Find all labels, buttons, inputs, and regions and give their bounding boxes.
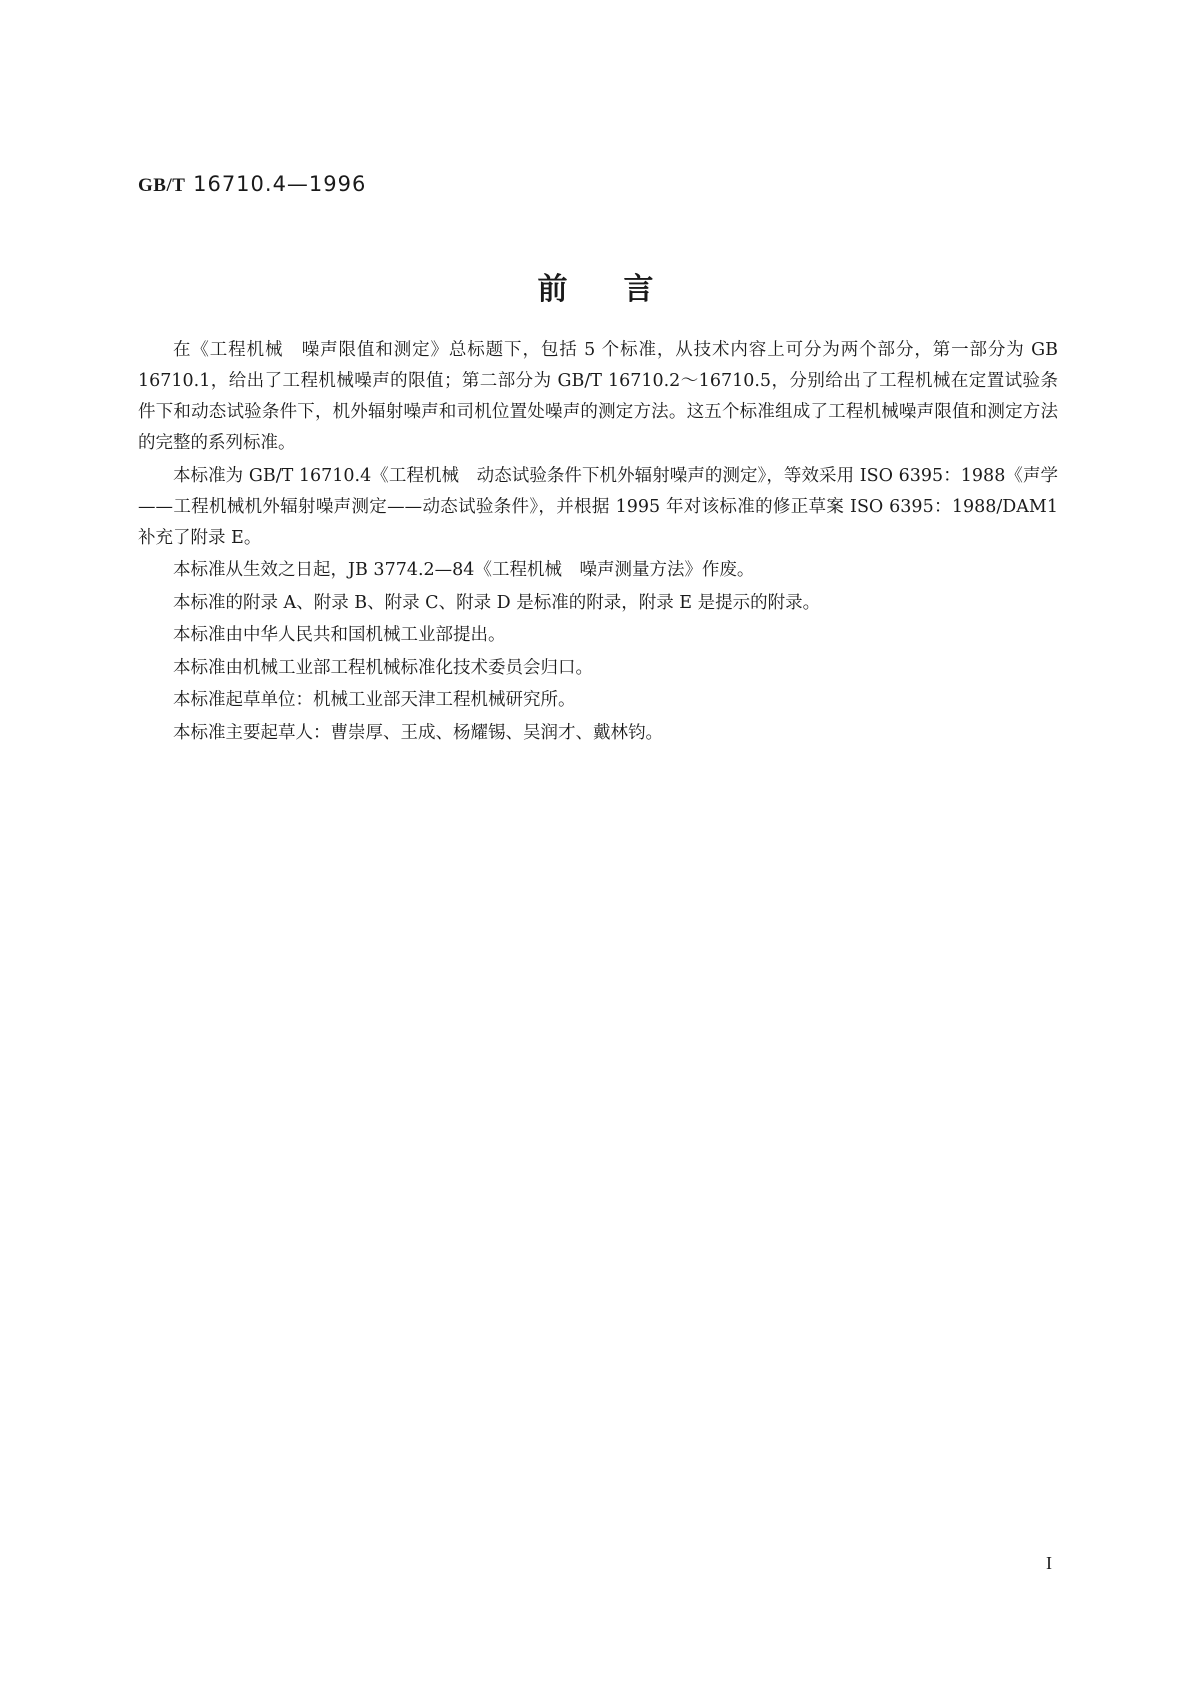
page-title: 前言: [537, 272, 710, 307]
standard-code: [138, 172, 366, 197]
standard-number: 16710.4—1996: [193, 172, 367, 196]
paragraph: 本标准的附录 A、附录 B、附录 C、附录 D 是标准的附录，附录 E 是提示的附录。: [173, 592, 821, 613]
standard-prefix: GB/T: [138, 175, 186, 196]
paragraph: 在《工程机械 噪声限值和测定》总标题下，包括 5 个标准，从技术内容上可分为两个部分，第一部分为 GB 16710.1，给出了工程机械噪声的限值；第二部分为 GB/T 16710.2～16710.5，分别给出了工程机械在定置试验条件下和动态试验条件下，机外辐射噪声和司机位置处噪声的测定方法。这五个标准组成了工程机械噪声限值和测定方法的完整的系列标准。: [138, 340, 1058, 453]
foreword-body: [138, 335, 1058, 750]
paragraph: 本标准由机械工业部工程机械标准化技术委员会归口。: [173, 657, 593, 678]
paragraph: 本标准由中华人民共和国机械工业部提出。: [173, 625, 506, 645]
page-number: I: [1046, 1553, 1052, 1573]
paragraph: 本标准为 GB/T 16710.4《工程机械 动态试验条件下机外辐射噪声的测定》，等效采用 ISO 6395：1988《声学——工程机械机外辐射噪声测定——动态试验条件》，并根据 1995 年对该标准的修正草案 ISO 6395：1988/DAM1 补充了附录 E。: [138, 465, 1058, 548]
paragraph: 本标准主要起草人：曹崇厚、王成、杨耀锡、吴润才、戴林钧。: [173, 722, 663, 743]
paragraph: 本标准从生效之日起，JB 3774.2—84《工程机械 噪声测量方法》作废。: [173, 560, 755, 580]
paragraph: 本标准起草单位：机械工业部天津工程机械研究所。: [173, 690, 576, 710]
